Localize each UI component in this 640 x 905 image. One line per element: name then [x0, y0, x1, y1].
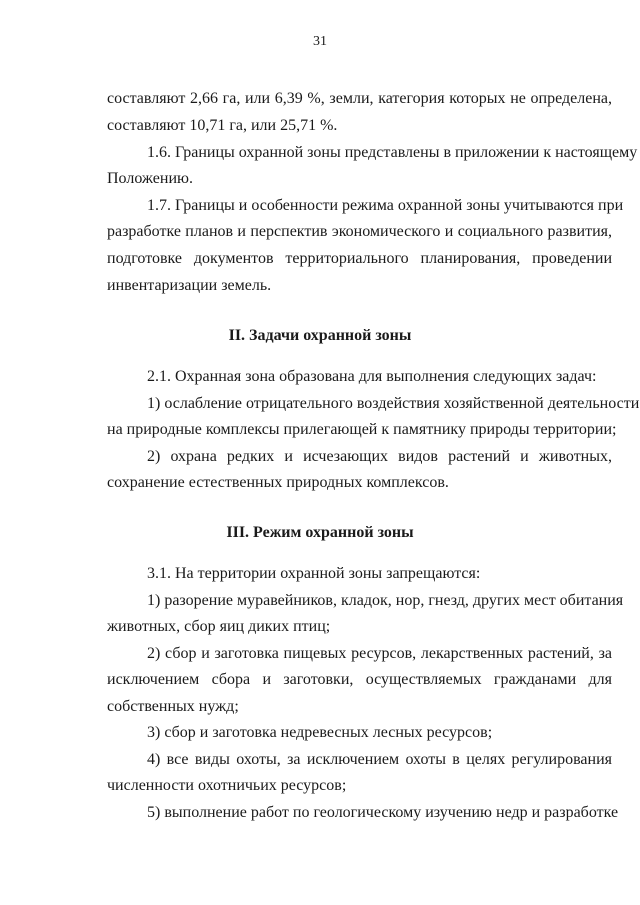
section-heading: II. Задачи охранной зоны — [228, 327, 412, 344]
text-line: 1) разорение муравейников, кладок, нор, гнезд, других мест обитания — [147, 592, 624, 609]
text-line: 5) выполнение работ по геологическому изучению недр и разработке — [147, 804, 619, 821]
section-heading: III. Режим охранной зоны — [226, 524, 414, 541]
text-line: 3.1. На территории охранной зоны запрещаются: — [147, 565, 481, 582]
text-line: 3) сбор и заготовка недревесных лесных ресурсов; — [147, 724, 493, 741]
text-line: 4) все виды охоты, за исключением охоты в целях регулирования — [147, 751, 612, 768]
text-line: собственных нужд; — [107, 698, 239, 715]
page-number: 31 — [313, 34, 327, 49]
text-line: разработке планов и перспектив экономического и социального развития, — [107, 223, 612, 240]
text-line: на природные комплексы прилегающей к памятнику природы территории; — [107, 421, 617, 438]
text-line: численности охотничьих ресурсов; — [107, 777, 347, 794]
text-line: подготовке документов территориального планирования, проведении — [107, 250, 612, 267]
text-line: животных, сбор яиц диких птиц; — [107, 618, 331, 635]
text-line: 2) сбор и заготовка пищевых ресурсов, лекарственных растений, за — [147, 645, 612, 662]
text-line: сохранение естественных природных комплексов. — [107, 474, 449, 491]
text-line: Положению. — [107, 170, 193, 187]
text-line: составляют 10,71 га, или 25,71 %. — [107, 117, 338, 134]
text-line: 2) охрана редких и исчезающих видов растений и животных, — [147, 448, 612, 465]
text-line: исключением сбора и заготовки, осуществляемых гражданами для — [107, 671, 612, 688]
text-line: 1.7. Границы и особенности режима охранной зоны учитываются при — [147, 197, 624, 214]
text-line: 1.6. Границы охранной зоны представлены в приложении к настоящему — [147, 144, 638, 161]
text-line: 2.1. Охранная зона образована для выполнения следующих задач: — [147, 368, 597, 385]
text-line: инвентаризации земель. — [107, 277, 272, 294]
text-line: составляют 2,66 га, или 6,39 %, земли, категория которых не определена, — [107, 90, 612, 107]
text-line: 1) ослабление отрицательного воздействия хозяйственной деятельности — [147, 395, 640, 412]
